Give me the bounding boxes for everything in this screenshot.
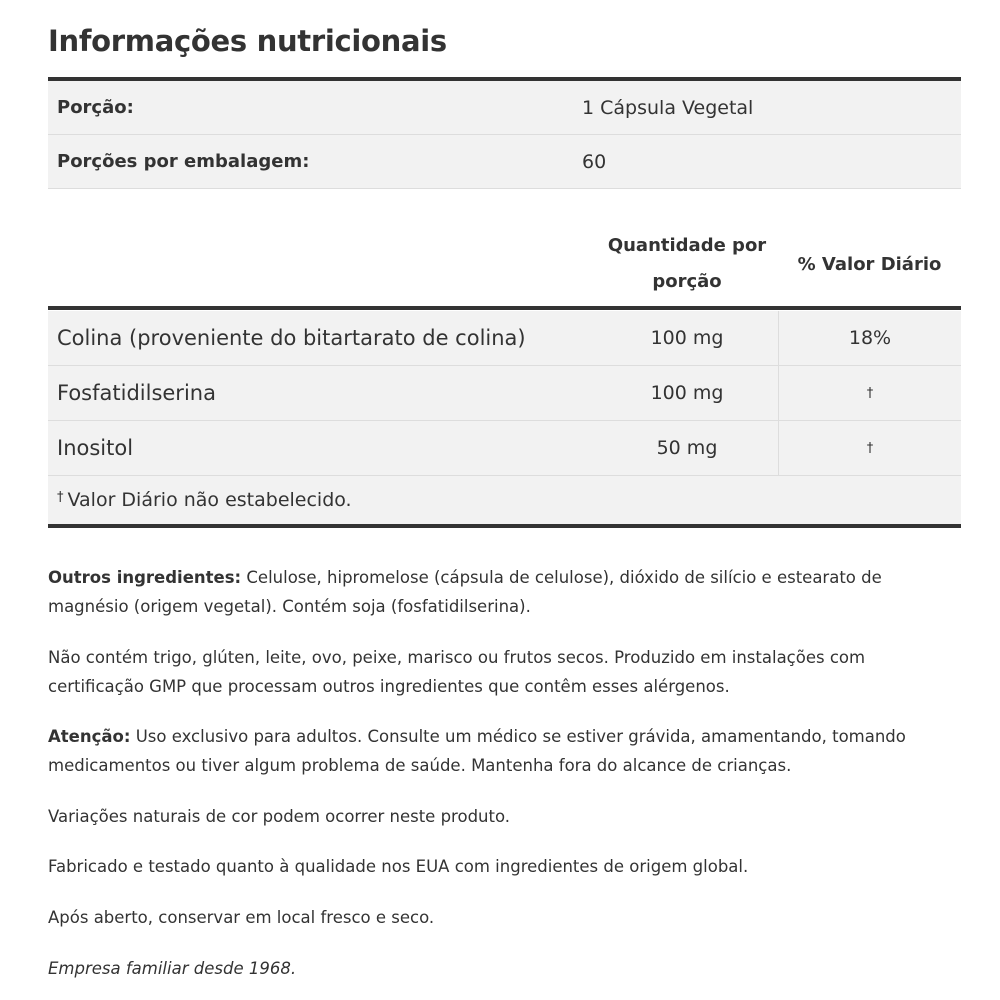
header-quantity-line1: Quantidade por <box>607 235 767 256</box>
nutrient-name: Colina (proveniente do bitartarato de colina) <box>57 326 526 350</box>
header-quantity-line2: porção <box>652 271 722 292</box>
warning <box>48 722 948 780</box>
nutrient-quantity: 100 mg <box>650 382 724 404</box>
serving-row-servings <box>48 135 961 189</box>
nutrition-table <box>48 311 961 528</box>
serving-table <box>48 77 961 189</box>
serving-row-portion <box>48 81 961 135</box>
nutrient-quantity: 100 mg <box>650 327 724 349</box>
portion-label: Porção: <box>57 97 134 118</box>
allergen-statement: Não contém trigo, glúten, leite, ovo, peixe, marisco ou frutos secos. Produzido em instalações com certificação GMP que processam outros ingredientes que contêm esses alérgenos. <box>48 648 866 696</box>
nutrient-name: Inositol <box>57 436 134 460</box>
other-ingredients <box>48 563 948 621</box>
warning-label: Atenção: <box>48 727 131 746</box>
nutrient-quantity: 50 mg <box>656 437 718 459</box>
table-row <box>48 311 961 366</box>
nutrient-daily-value: † <box>778 366 961 420</box>
servings-value: 60 <box>582 150 607 173</box>
storage-note: Após aberto, conservar em local fresco e seco. <box>48 908 435 927</box>
family-business-note: Empresa familiar desde 1968. <box>48 959 297 978</box>
nutrient-daily-value: 18% <box>778 311 961 365</box>
table-row <box>48 421 961 476</box>
color-variation-note: Variações naturais de cor podem ocorrer neste produto. <box>48 807 511 826</box>
header-daily-value: % Valor Diário <box>797 254 942 275</box>
other-ingredients-text: Celulose, hipromelose (cápsula de celulose), dióxido de silício e estearato de magnésio (origem vegetal). Contém soja (fosfatidilserina). <box>48 568 882 616</box>
header-blank <box>48 230 596 306</box>
footnote-symbol: † <box>57 489 64 505</box>
page-title: Informações nutricionais <box>48 24 447 58</box>
nutrient-name: Fosfatidilserina <box>57 381 216 405</box>
table-footnote <box>48 476 961 528</box>
header-quantity <box>596 228 778 306</box>
footnote-text: Valor Diário não estabelecido. <box>67 489 352 511</box>
portion-value: 1 Cápsula Vegetal <box>582 96 754 119</box>
manufacturing-note: Fabricado e testado quanto à qualidade nos EUA com ingredientes de origem global. <box>48 857 749 876</box>
warning-text: Uso exclusivo para adultos. Consulte um médico se estiver grávida, amamentando, tomando medicamentos ou tiver algum problema de saúde. Mantenha fora do alcance de crianças. <box>48 727 906 775</box>
servings-label: Porções por embalagem: <box>57 151 310 172</box>
nutrition-header <box>48 230 961 310</box>
nutrient-daily-value: † <box>778 421 961 475</box>
other-ingredients-label: Outros ingredientes: <box>48 568 242 587</box>
table-row <box>48 366 961 421</box>
